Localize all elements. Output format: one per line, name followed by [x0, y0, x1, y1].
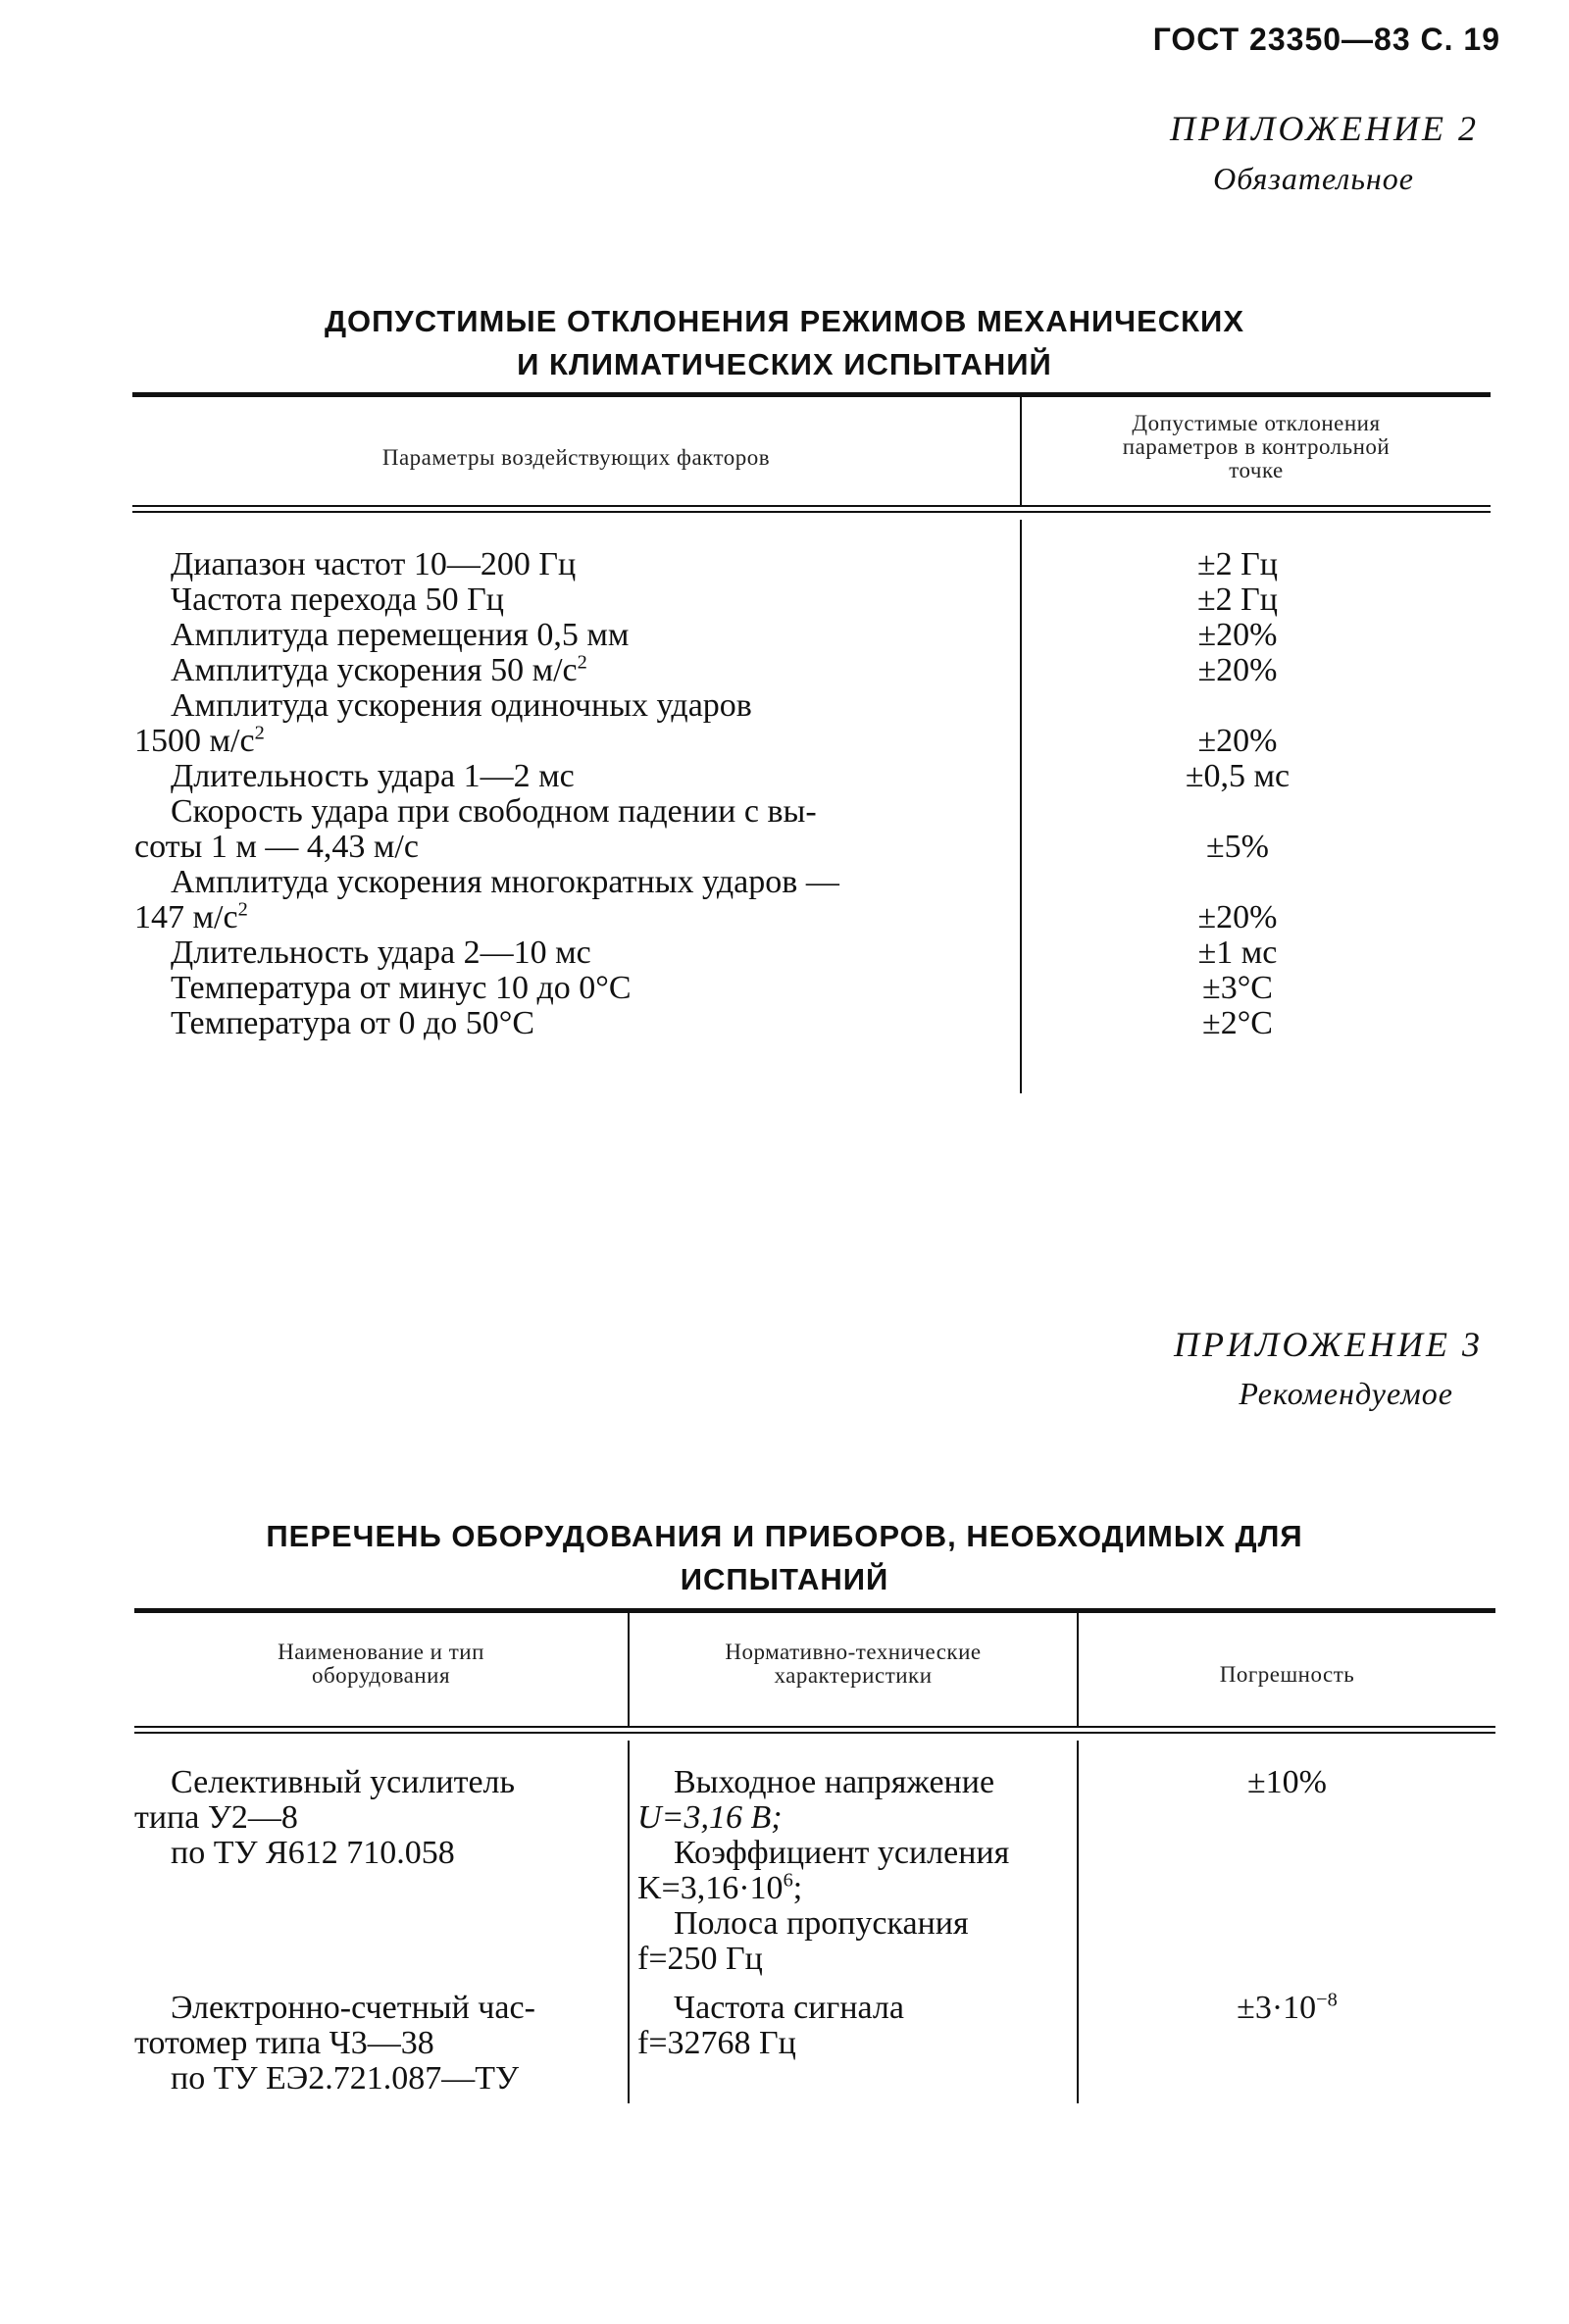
header-rule-2 — [132, 511, 1491, 513]
spec-text: U=3,16 В; — [637, 1799, 783, 1836]
equipment-name: Электронно-счетный час- — [171, 1990, 535, 2026]
table-row — [134, 1765, 605, 1871]
row-text: соты 1 м — 4,43 м/с — [134, 829, 419, 865]
row-text: Скорость удара при свободном падении с вы- — [171, 793, 817, 830]
table-row: Диапазон частот 10—200 Гц — [171, 546, 577, 582]
equipment-name: Селективный усилитель — [171, 1764, 516, 1800]
deviation-value: ±3°С — [1202, 970, 1273, 1006]
error-value — [1079, 1991, 1495, 2026]
row-text: Амплитуда ускорения одиночных ударов — [171, 687, 752, 724]
table-row — [134, 1991, 605, 2097]
deviation-value: ±1 мс — [1197, 935, 1278, 971]
superscript: 2 — [254, 722, 265, 744]
table-row: Длительность удара 1—2 мс — [171, 758, 575, 794]
deviation-value: ±20% — [1197, 617, 1278, 653]
name-header-line: оборудования — [311, 1663, 451, 1688]
body-column-divider-1 — [628, 1741, 630, 2103]
column-header-name — [134, 1641, 628, 1688]
row-text: 1500 м/с — [134, 723, 255, 759]
table-row: Амплитуда перемещения 0,5 мм — [171, 617, 630, 653]
spec-text: Частота сигнала — [674, 1990, 904, 2026]
error-value: ±10% — [1247, 1764, 1327, 1800]
appendix-3-heading — [0, 1515, 1569, 1601]
spec-text: K=3,16·10 — [637, 1870, 784, 1906]
heading-line-2: ИСПЫТАНИЙ — [680, 1562, 889, 1596]
spec-text: f=32768 Гц — [637, 2025, 796, 2061]
spec-text: Выходное напряжение — [674, 1764, 995, 1800]
deviation-header-line: параметров в контрольной — [1122, 434, 1391, 459]
row-text: Амплитуда ускорения 50 м/с — [171, 652, 578, 688]
table-top-rule — [134, 1608, 1495, 1613]
spec-text: Коэффициент усиления — [674, 1835, 1010, 1871]
parameters-column — [134, 547, 968, 1041]
row-text: 147 м/с — [134, 899, 238, 935]
spec-cell — [637, 1765, 1061, 1977]
column-header-param: Параметры воздействующих факторов — [381, 445, 771, 470]
header-rule-1 — [134, 1726, 1495, 1728]
deviation-value: ±20% — [1197, 723, 1278, 759]
table-row — [134, 865, 968, 935]
heading-line-1: ДОПУСТИМЫЕ ОТКЛОНЕНИЯ РЕЖИМОВ МЕХАНИЧЕСКИХ — [324, 304, 1245, 338]
table-row: Температура от 0 до 50°С — [171, 1005, 535, 1041]
heading-line-1: ПЕРЕЧЕНЬ ОБОРУДОВАНИЯ И ПРИБОРОВ, НЕОБХОДИМЫХ ДЛЯ — [266, 1519, 1303, 1553]
appendix-2-heading — [0, 300, 1569, 386]
equipment-name: по ТУ ЕЭ2.721.087—ТУ — [171, 2060, 520, 2097]
deviation-value: ±20% — [1197, 899, 1278, 935]
spec-text: ; — [792, 1870, 803, 1906]
spec-header-line: Нормативно-технические — [725, 1640, 982, 1664]
deviation-value: ±2 Гц — [1196, 581, 1278, 618]
equipment-name: тотомер типа Ч3—38 — [134, 2025, 434, 2061]
deviation-value: ±2°С — [1202, 1005, 1273, 1041]
deviation-value: ±0,5 мс — [1185, 758, 1291, 794]
name-header-line: Наименование и тип — [278, 1640, 484, 1664]
deviation-header-line: Допустимые отклонения — [1132, 411, 1381, 435]
column-header-deviation — [1022, 412, 1491, 482]
deviations-column — [1120, 547, 1355, 1041]
spec-text: Полоса пропускания — [674, 1905, 969, 1942]
column-header-error: Погрешность — [1219, 1662, 1355, 1687]
table-row — [134, 688, 968, 759]
deviation-value: ±20% — [1197, 652, 1278, 688]
header-rule-1 — [132, 505, 1491, 507]
column-header-spec — [630, 1641, 1077, 1688]
superscript: 6 — [783, 1869, 793, 1892]
body-column-divider — [1020, 520, 1022, 1093]
table-top-rule — [132, 392, 1491, 397]
deviation-header-line: точке — [1229, 458, 1284, 482]
equipment-name: по ТУ Я612 710.058 — [171, 1835, 455, 1871]
equipment-name: типа У2—8 — [134, 1799, 298, 1836]
page-reference: ГОСТ 23350—83 С. 19 — [1152, 22, 1500, 57]
table-row: Частота перехода 50 Гц — [171, 581, 504, 618]
deviation-value: ±5% — [1206, 829, 1269, 865]
table-row: Длительность удара 2—10 мс — [171, 935, 591, 971]
superscript: −8 — [1316, 1989, 1338, 2011]
table-row — [134, 794, 968, 865]
header-rule-2 — [134, 1732, 1495, 1734]
appendix-2-title: ПРИЛОЖЕНИЕ 2 — [1170, 109, 1479, 148]
heading-line-2: И КЛИМАТИЧЕСКИХ ИСПЫТАНИЙ — [517, 347, 1052, 381]
spec-cell — [637, 1991, 1061, 2061]
superscript: 2 — [577, 651, 587, 674]
table-row: Температура от минус 10 до 0°С — [171, 970, 632, 1006]
appendix-3-title: ПРИЛОЖЕНИЕ 3 — [1174, 1325, 1483, 1364]
superscript: 2 — [237, 898, 248, 921]
spec-header-line: характеристики — [774, 1663, 933, 1688]
error-text: ±3·10 — [1237, 1990, 1317, 2026]
appendix-2-status: Обязательное — [1213, 161, 1414, 196]
deviation-value: ±2 Гц — [1196, 546, 1278, 582]
row-text: Амплитуда ускорения многократных ударов — — [171, 864, 839, 900]
spec-text: f=250 Гц — [637, 1941, 763, 1977]
appendix-3-status: Рекомендуемое — [1239, 1376, 1453, 1411]
table-row — [134, 653, 968, 688]
